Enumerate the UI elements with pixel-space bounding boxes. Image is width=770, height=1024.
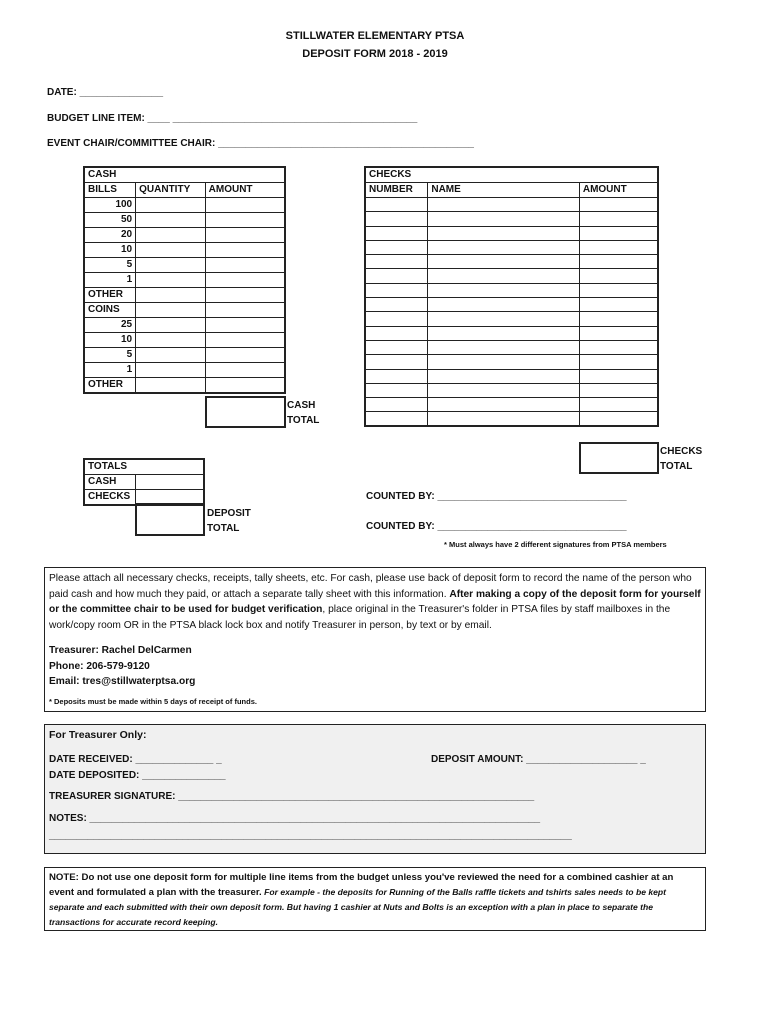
bottom-note-italic: For example - the deposits for Running of the Balls raffle tickets and tshirts sales needs to be kept separate and each submitted with their own deposit form. But having 1 cashier at Nuts and Bolts is an exception with a plan in place to separate the transactions for accurate record keeping. — [49, 887, 667, 927]
check-name-cell[interactable] — [428, 298, 580, 312]
check-number-cell[interactable] — [365, 269, 428, 283]
check-number-cell[interactable] — [365, 312, 428, 326]
form-title-line1: STILLWATER ELEMENTARY PTSA — [285, 30, 465, 42]
check-row — [365, 398, 658, 412]
amount-cell[interactable] — [205, 258, 285, 273]
treasurer-only-box — [44, 724, 706, 854]
check-number-cell[interactable] — [365, 383, 428, 397]
check-amount-cell[interactable] — [579, 198, 658, 212]
bottom-note-box — [44, 867, 706, 931]
amount-cell[interactable] — [205, 348, 285, 363]
check-number-cell[interactable] — [365, 226, 428, 240]
check-row — [365, 369, 658, 383]
qty-cell[interactable] — [136, 213, 206, 228]
col-amount: AMOUNT — [205, 183, 285, 198]
bill-100: 100 — [84, 198, 136, 213]
treasurer-phone: Phone: 206-579-9120 — [49, 660, 150, 672]
check-name-cell[interactable] — [428, 269, 580, 283]
cash-table — [83, 166, 286, 394]
other-coins-label: OTHER — [84, 378, 136, 394]
check-row — [365, 198, 658, 212]
check-row — [365, 355, 658, 369]
check-name-cell[interactable] — [428, 212, 580, 226]
coin-1: 1 — [84, 363, 136, 378]
amount-cell[interactable] — [205, 198, 285, 213]
cash-total-box[interactable] — [205, 396, 286, 428]
check-name-cell[interactable] — [428, 283, 580, 297]
checks-total-label: CHECKS TOTAL — [660, 446, 703, 472]
amount-cell[interactable] — [205, 213, 285, 228]
check-number-cell[interactable] — [365, 398, 428, 412]
check-amount-cell[interactable] — [579, 369, 658, 383]
deposit-amount-field[interactable]: DEPOSIT AMOUNT: ____________________ _ — [431, 753, 646, 765]
deposit-total-label: DEPOSIT TOTAL — [207, 508, 251, 534]
check-number-cell[interactable] — [365, 412, 428, 426]
check-row — [365, 298, 658, 312]
other-bills-label: OTHER — [84, 288, 136, 303]
coin-10: 10 — [84, 333, 136, 348]
check-row — [365, 312, 658, 326]
check-amount-cell[interactable] — [579, 255, 658, 269]
check-number-cell[interactable] — [365, 198, 428, 212]
col-check-amount: AMOUNT — [579, 183, 658, 198]
qty-cell[interactable] — [136, 333, 206, 348]
totals-cash-value[interactable] — [136, 475, 204, 490]
check-row — [365, 383, 658, 397]
instructions-box — [44, 567, 706, 712]
check-number-cell[interactable] — [365, 326, 428, 340]
check-number-cell[interactable] — [365, 240, 428, 254]
notes-line-2[interactable]: ______________________________________________________________________________________________ — [49, 830, 572, 841]
date-field[interactable]: DATE: _______________ — [47, 87, 164, 98]
check-name-cell[interactable] — [428, 355, 580, 369]
event-chair-field[interactable]: EVENT CHAIR/COMMITTEE CHAIR: ______________________________________________ — [47, 138, 474, 149]
cash-title: CASH — [84, 167, 285, 183]
coin-25: 25 — [84, 318, 136, 333]
qty-cell[interactable] — [136, 303, 206, 318]
amount-cell[interactable] — [205, 363, 285, 378]
check-row — [365, 326, 658, 340]
deposit-footnote: * Deposits must be made within 5 days of receipt of funds. — [49, 696, 257, 706]
check-row — [365, 269, 658, 283]
treasurer-signature-field[interactable]: TREASURER SIGNATURE: ________________________________________________________________ — [49, 791, 535, 802]
check-name-cell[interactable] — [428, 412, 580, 426]
check-name-cell[interactable] — [428, 312, 580, 326]
check-row — [365, 255, 658, 269]
check-name-cell[interactable] — [428, 255, 580, 269]
totals-table — [83, 458, 205, 506]
qty-cell[interactable] — [136, 363, 206, 378]
check-amount-cell[interactable] — [579, 298, 658, 312]
check-amount-cell[interactable] — [579, 226, 658, 240]
check-row — [365, 212, 658, 226]
check-number-cell[interactable] — [365, 298, 428, 312]
treasurer-only-title: For Treasurer Only: — [49, 729, 147, 741]
qty-cell[interactable] — [136, 348, 206, 363]
checks-title: CHECKS — [365, 167, 658, 183]
check-amount-cell[interactable] — [579, 383, 658, 397]
check-name-cell[interactable] — [428, 326, 580, 340]
amount-cell[interactable] — [205, 318, 285, 333]
instructions-text: Please attach all necessary checks, receipts, tally sheets, etc. For cash, please use back of deposit form to record the name of the person who paid cash and how much they paid, or attach a separate tally sheet with this information. After making a copy of the deposit form for yourself or the committee chair to be used for budget verification, place original in the Treasurer's folder in PTSA files by staff mailboxes in the work/copy room OR in the PTSA black lock box and notify Treasurer in person, by text or by email. — [49, 573, 701, 631]
col-bills: BILLS — [84, 183, 136, 198]
coin-5: 5 — [84, 348, 136, 363]
check-name-cell[interactable] — [428, 398, 580, 412]
amount-cell[interactable] — [205, 378, 285, 394]
counted-by-1[interactable]: COUNTED BY: __________________________________ — [366, 491, 627, 502]
check-name-cell[interactable] — [428, 383, 580, 397]
bill-1: 1 — [84, 273, 136, 288]
col-number: NUMBER — [365, 183, 428, 198]
coins-label: COINS — [84, 303, 136, 318]
bill-20: 20 — [84, 228, 136, 243]
qty-cell[interactable] — [136, 273, 206, 288]
date-received-field[interactable]: DATE RECEIVED: ______________ _ — [49, 753, 222, 765]
check-amount-cell[interactable] — [579, 398, 658, 412]
check-number-cell[interactable] — [365, 212, 428, 226]
totals-cash-label: CASH — [84, 475, 136, 490]
bill-10: 10 — [84, 243, 136, 258]
check-row — [365, 340, 658, 354]
check-name-cell[interactable] — [428, 240, 580, 254]
bill-5: 5 — [84, 258, 136, 273]
amount-cell[interactable] — [205, 303, 285, 318]
check-name-cell[interactable] — [428, 369, 580, 383]
check-row — [365, 226, 658, 240]
counted-by-2[interactable]: COUNTED BY: __________________________________ — [366, 521, 627, 532]
qty-cell[interactable] — [136, 378, 206, 394]
check-row — [365, 283, 658, 297]
check-number-cell[interactable] — [365, 255, 428, 269]
col-quantity: QUANTITY — [136, 183, 206, 198]
check-amount-cell[interactable] — [579, 312, 658, 326]
check-number-cell[interactable] — [365, 340, 428, 354]
check-number-cell[interactable] — [365, 355, 428, 369]
bill-50: 50 — [84, 213, 136, 228]
treasurer-email: Email: tres@stillwaterptsa.org — [49, 676, 196, 687]
totals-title: TOTALS — [84, 459, 204, 475]
check-amount-cell[interactable] — [579, 212, 658, 226]
check-amount-cell[interactable] — [579, 412, 658, 426]
signature-note: * Must always have 2 different signatures from PTSA members — [444, 540, 667, 549]
qty-cell[interactable] — [136, 258, 206, 273]
amount-cell[interactable] — [205, 288, 285, 303]
qty-cell[interactable] — [136, 228, 206, 243]
deposit-total-box[interactable] — [135, 503, 205, 536]
amount-cell[interactable] — [205, 228, 285, 243]
check-name-cell[interactable] — [428, 226, 580, 240]
bottom-note-bold: NOTE: Do not use one deposit form for multiple line items from the budget unless you've reviewed the need for a combined cashier at an event and formulated a plan with the treasurer. — [49, 872, 674, 898]
check-row — [365, 240, 658, 254]
amount-cell[interactable] — [205, 333, 285, 348]
check-name-cell[interactable] — [428, 198, 580, 212]
treasurer-name: Treasurer: Rachel DelCarmen — [49, 645, 192, 656]
amount-cell[interactable] — [205, 273, 285, 288]
check-amount-cell[interactable] — [579, 240, 658, 254]
qty-cell[interactable] — [136, 318, 206, 333]
totals-checks-label: CHECKS — [84, 490, 136, 506]
qty-cell[interactable] — [136, 288, 206, 303]
qty-cell[interactable] — [136, 198, 206, 213]
check-amount-cell[interactable] — [579, 326, 658, 340]
check-amount-cell[interactable] — [579, 355, 658, 369]
notes-field[interactable]: NOTES: _________________________________________________________________________________ — [49, 812, 541, 824]
amount-cell[interactable] — [205, 243, 285, 258]
check-amount-cell[interactable] — [579, 283, 658, 297]
qty-cell[interactable] — [136, 243, 206, 258]
check-amount-cell[interactable] — [579, 269, 658, 283]
budget-line-field[interactable]: BUDGET LINE ITEM: ____ ____________________________________________ — [47, 113, 418, 124]
check-number-cell[interactable] — [365, 283, 428, 297]
check-amount-cell[interactable] — [579, 340, 658, 354]
checks-table — [364, 166, 659, 427]
col-name: NAME — [428, 183, 580, 198]
form-title-line2: DEPOSIT FORM 2018 - 2019 — [302, 48, 448, 60]
checks-total-box[interactable] — [579, 442, 659, 474]
check-number-cell[interactable] — [365, 369, 428, 383]
cash-total-label: CASH TOTAL — [287, 400, 320, 426]
check-name-cell[interactable] — [428, 340, 580, 354]
check-row — [365, 412, 658, 426]
date-deposited-field[interactable]: DATE DEPOSITED: _______________ — [49, 769, 226, 781]
